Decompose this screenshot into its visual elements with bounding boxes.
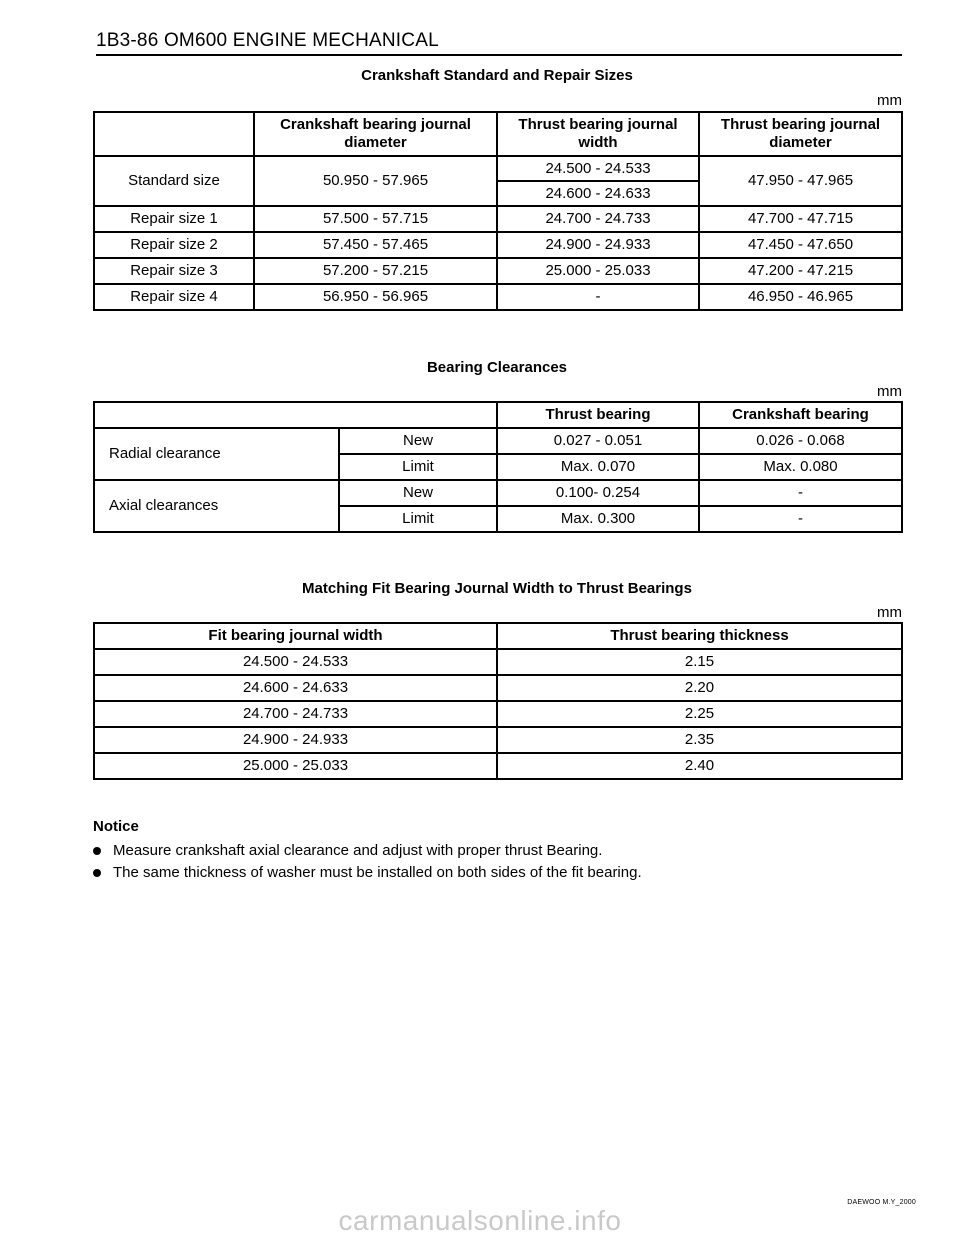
table-row (94, 428, 902, 454)
header-cell (94, 112, 254, 156)
table-cell: 2.40 (497, 753, 902, 779)
table-cell: Repair size 1 (94, 206, 254, 232)
notice-section (93, 818, 642, 884)
matching-fit-table (93, 622, 903, 780)
table-cell: 57.450 - 57.465 (254, 232, 497, 258)
table-cell: 25.000 - 25.033 (94, 753, 497, 779)
table-header-row (94, 112, 902, 156)
bearing-clearances-unit: mm (877, 383, 902, 400)
header-cell: Crankshaft bearing (699, 402, 902, 428)
table-cell: Max. 0.300 (497, 506, 699, 532)
bullet-icon (93, 869, 101, 877)
standard-size-label: Standard size (94, 156, 254, 206)
table-cell: New (339, 480, 497, 506)
page-footer: DAEWOO M.Y_2000 (847, 1199, 916, 1206)
table-row (94, 675, 902, 701)
table-row (94, 206, 902, 232)
table-cell: 56.950 - 56.965 (254, 284, 497, 310)
crankshaft-sizes-unit: mm (877, 92, 902, 109)
table-cell: 0.100- 0.254 (497, 480, 699, 506)
table-cell: 47.200 - 47.215 (699, 258, 902, 284)
radial-clearance-label: Radial clearance (94, 428, 339, 480)
header-cell: Thrust bearing (497, 402, 699, 428)
header-cell-empty (94, 402, 497, 428)
table-cell: 57.500 - 57.715 (254, 206, 497, 232)
table-row (94, 232, 902, 258)
table-cell: 24.900 - 24.933 (94, 727, 497, 753)
table-cell: 25.000 - 25.033 (497, 258, 699, 284)
standard-journal-diameter: 50.950 - 57.965 (254, 156, 497, 206)
crankshaft-sizes-table (93, 111, 903, 311)
table-cell: - (497, 284, 699, 310)
matching-fit-unit: mm (877, 604, 902, 621)
table-cell: 24.500 - 24.533 (94, 649, 497, 675)
table-cell: New (339, 428, 497, 454)
table-row (94, 649, 902, 675)
table-cell: 0.026 - 0.068 (699, 428, 902, 454)
table-cell: 46.950 - 46.965 (699, 284, 902, 310)
notice-item (93, 840, 642, 862)
table-cell: Repair size 4 (94, 284, 254, 310)
page-header (96, 28, 902, 56)
table-row (94, 480, 902, 506)
notice-item (93, 862, 642, 884)
table-cell: 24.700 - 24.733 (497, 206, 699, 232)
watermark: carmanualsonline.info (338, 1205, 622, 1236)
table-cell: 57.200 - 57.215 (254, 258, 497, 284)
table-cell: Repair size 3 (94, 258, 254, 284)
axial-clearance-label: Axial clearances (94, 480, 339, 532)
table-row (94, 753, 902, 779)
crankshaft-sizes-title: Crankshaft Standard and Repair Sizes (361, 67, 633, 84)
table-cell: Limit (339, 506, 497, 532)
notice-title: Notice (93, 818, 139, 835)
header-cell: Thrust bearing thickness (497, 623, 902, 649)
table-row (94, 701, 902, 727)
table-cell: - (699, 480, 902, 506)
table-row (94, 156, 902, 181)
table-row (94, 727, 902, 753)
notice-item-text: Measure crankshaft axial clearance and adjust with proper thrust Bearing. (113, 842, 603, 859)
table-cell: 2.20 (497, 675, 902, 701)
table-cell: 2.25 (497, 701, 902, 727)
header-cell: Thrust bearing journal diameter (699, 112, 902, 156)
page-header-title: 1B3‑86 OM600 ENGINE MECHANICAL (96, 30, 439, 51)
table-header-row (94, 623, 902, 649)
table-cell: Max. 0.070 (497, 454, 699, 480)
table-cell: Limit (339, 454, 497, 480)
header-cell: Fit bearing journal width (94, 623, 497, 649)
matching-fit-title: Matching Fit Bearing Journal Width to Thrust Bearings (302, 580, 692, 597)
table-cell: - (699, 506, 902, 532)
table-cell: 2.15 (497, 649, 902, 675)
table-cell: 24.900 - 24.933 (497, 232, 699, 258)
table-row (94, 258, 902, 284)
standard-thrust-width-1: 24.500 - 24.533 (497, 156, 699, 181)
bullet-icon (93, 847, 101, 855)
table-row (94, 284, 902, 310)
table-cell: Max. 0.080 (699, 454, 902, 480)
table-cell: 0.027 - 0.051 (497, 428, 699, 454)
table-cell: 2.35 (497, 727, 902, 753)
table-cell: 24.700 - 24.733 (94, 701, 497, 727)
table-header-row (94, 402, 902, 428)
table-cell: 47.700 - 47.715 (699, 206, 902, 232)
bearing-clearances-table (93, 401, 903, 533)
standard-thrust-diameter: 47.950 - 47.965 (699, 156, 902, 206)
header-cell: Thrust bearing journal width (497, 112, 699, 156)
table-cell: Repair size 2 (94, 232, 254, 258)
table-cell: 24.600 - 24.633 (94, 675, 497, 701)
header-cell: Crankshaft bearing journal diameter (254, 112, 497, 156)
notice-item-text: The same thickness of washer must be installed on both sides of the fit bearing. (113, 864, 642, 881)
bearing-clearances-title: Bearing Clearances (426, 359, 568, 376)
table-cell: 47.450 - 47.650 (699, 232, 902, 258)
standard-thrust-width-2: 24.600 - 24.633 (497, 181, 699, 206)
